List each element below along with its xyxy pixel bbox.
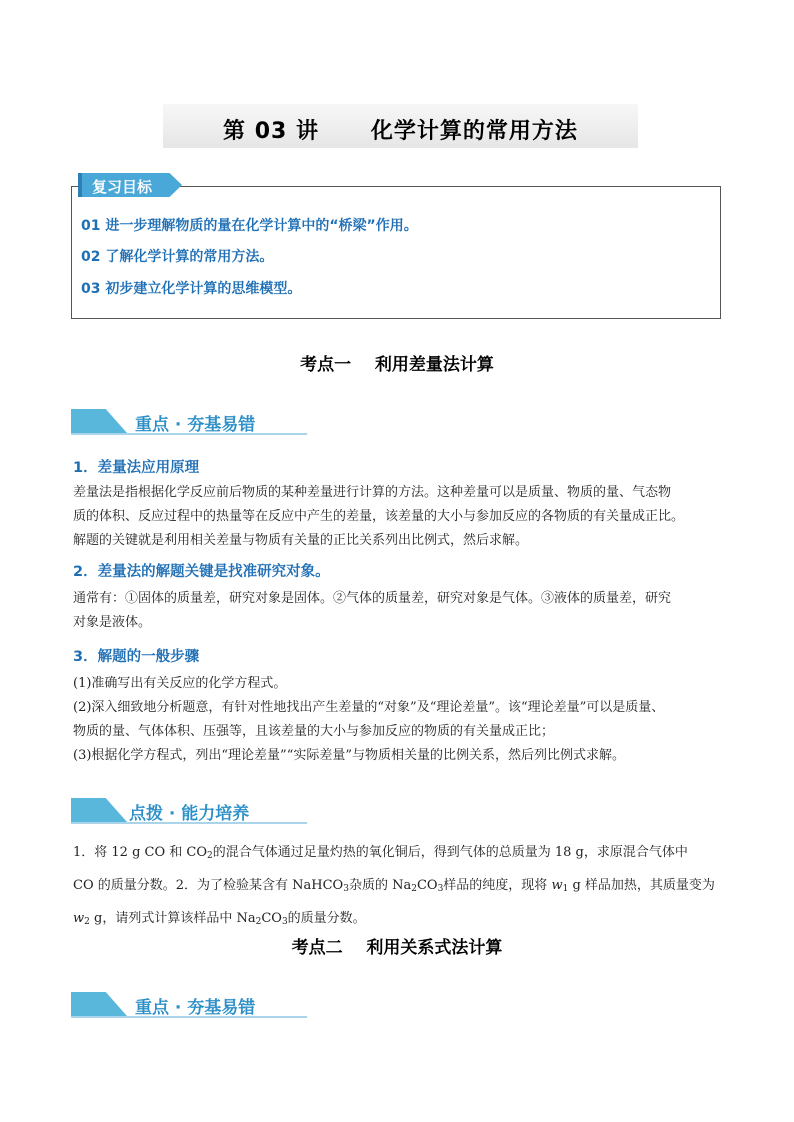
paragraph-3-line-4: (3)根据化学方程式，列出“理论差量”“实际差量”与物质相关量的比例关系，然后列比例式求解。 bbox=[73, 748, 625, 763]
banner-label: 重点 · 夯基易错 bbox=[135, 415, 256, 435]
section2-banner-key-points bbox=[71, 992, 307, 1018]
subheading-3: 3．解题的一般步骤 bbox=[73, 649, 200, 665]
paragraph-3-line-2: (2)深入细致地分析题意，有针对性地找出产生差量的“对象”及“理论差量”。该“理论差量”可以是质量、 bbox=[73, 700, 665, 715]
page-title: 第 03 讲 化学计算的常用方法 bbox=[223, 119, 578, 144]
paragraph-2-line-2: 对象是液体。 bbox=[73, 615, 152, 630]
subheading-1: 1．差量法应用原理 bbox=[73, 460, 200, 476]
example-line-3: $w_2$ g，请列式计算该样品中 $Na_2CO_3$的质量分数。 bbox=[73, 911, 366, 927]
example-problems bbox=[73, 838, 733, 937]
subheading-2: 2．差量法的解题关键是找准研究对象。 bbox=[73, 564, 330, 580]
paragraph-1-line-2: 质的体积、反应过程中的热量等在反应中产生的差量，该差量的大小与参加反应的各物质的有关量成正比。 bbox=[73, 509, 685, 524]
goal-item-3: 03 初步建立化学计算的思维模型。 bbox=[81, 281, 302, 297]
paragraph-3-line-3: 物质的量、气体体积、压强等，且该差量的大小与参加反应的物质的有关量成正比； bbox=[73, 724, 555, 739]
title-bar bbox=[163, 104, 638, 148]
banner-triangle bbox=[71, 992, 127, 1016]
example-line-1: 1．将 12 g CO 和 $CO_2$的混合气体通过足量灼热的氧化铜后，得到气体的总质量为 18 g，求原混合气体中 bbox=[73, 845, 688, 861]
banner-label: 重点 · 夯基易错 bbox=[135, 998, 256, 1018]
section1-banner-key-points bbox=[71, 409, 307, 435]
banner-triangle bbox=[71, 409, 127, 433]
tag-stripe bbox=[78, 173, 82, 197]
paragraph-3 bbox=[73, 672, 733, 768]
review-goals-tag bbox=[78, 173, 182, 197]
banner-triangle bbox=[71, 798, 127, 822]
paragraph-2-line-1: 通常有：①固体的质量差，研究对象是固体。②气体的质量差，研究对象是气体。③液体的质量差，研究 bbox=[73, 591, 672, 606]
section1-heading: 考点一 利用差量法计算 bbox=[300, 355, 494, 375]
paragraph-1-line-3: 解题的关键就是利用相关差量与物质有关量的正比关系列出比例式，然后求解。 bbox=[73, 533, 529, 548]
section1-banner-ability bbox=[71, 798, 307, 824]
paragraph-1-line-1: 差量法是指根据化学反应前后物质的某种差量进行计算的方法。这种差量可以是质量、物质的量、气态物 bbox=[73, 485, 672, 500]
example-line-2: CO 的质量分数。2．为了检验某含有 NaHCO$_3$杂质的 $Na_2CO_3$样品的纯度，现将 $w_1$ g 样品加热，其质量变为 bbox=[73, 878, 715, 894]
paragraph-3-line-1: (1)准确写出有关反应的化学方程式。 bbox=[73, 676, 287, 691]
goal-item-1: 01 进一步理解物质的量在化学计算中的“桥梁”作用。 bbox=[81, 218, 418, 234]
banner-label: 点拨 · 能力培养 bbox=[129, 804, 250, 824]
review-goals-label: 复习目标 bbox=[92, 178, 153, 196]
section2-heading: 考点二 利用关系式法计算 bbox=[291, 938, 503, 958]
goal-item-2: 02 了解化学计算的常用方法。 bbox=[81, 249, 274, 265]
paragraph-1 bbox=[73, 481, 733, 553]
paragraph-2 bbox=[73, 587, 733, 635]
